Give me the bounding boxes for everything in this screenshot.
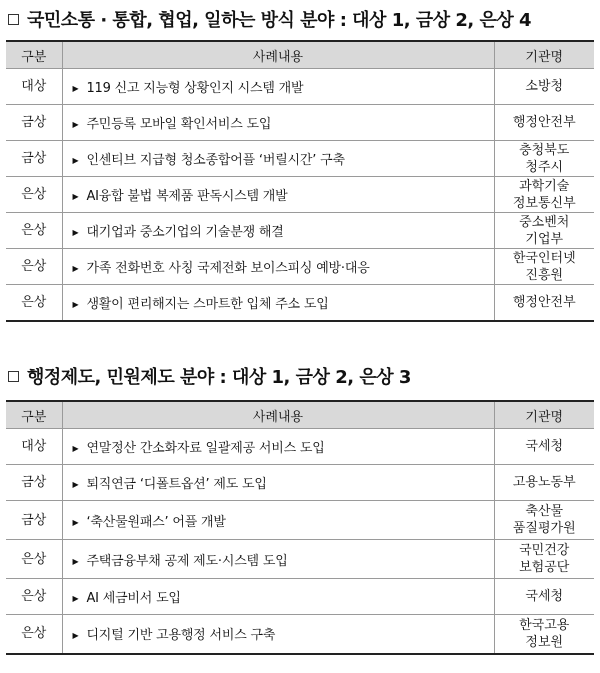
row-description-cell (62, 540, 494, 579)
row-organization-line: 고용노동부 (512, 475, 576, 490)
bullet-triangle-icon: ▶ (72, 264, 79, 273)
row-category: 은상 (6, 540, 62, 579)
row-organization-line: 품질평가원 (512, 521, 576, 536)
row-organization-line: 국세청 (525, 439, 564, 454)
row-organization-line: 진흥원 (525, 267, 564, 283)
row-category: 은상 (6, 579, 62, 615)
row-description: 연말정산 간소화자료 일괄제공 서비스 도입 (86, 441, 325, 456)
row-description-cell (62, 615, 494, 654)
row-description: AI 세금비서 도입 (86, 591, 181, 606)
row-description: 대기업과 중소기업의 기술분쟁 해결 (86, 225, 284, 240)
row-category: 은상 (6, 285, 62, 321)
table-row (6, 213, 594, 249)
row-description-cell (62, 213, 494, 249)
table-row (6, 141, 594, 177)
bullet-triangle-icon: ▶ (72, 556, 79, 566)
row-description: 생활이 편리해지는 스마트한 입체 주소 도입 (86, 296, 329, 312)
row-organization-cell (494, 429, 594, 465)
bullet-triangle-icon: ▶ (72, 631, 79, 641)
checkbox-icon (8, 371, 19, 382)
row-description: AI융합 불법 복제품 판독시스템 개발 (86, 189, 288, 204)
table-row (6, 177, 594, 213)
row-organization-line: 정보원 (525, 634, 564, 650)
section-1-heading (6, 4, 531, 34)
section-2-heading (6, 361, 411, 391)
row-description-cell (62, 249, 494, 285)
bullet-triangle-icon: ▶ (72, 517, 79, 527)
row-description-cell (62, 69, 494, 105)
table-row (6, 429, 594, 465)
row-organization-cell (494, 579, 594, 615)
row-description-cell (62, 579, 494, 615)
row-organization-line: 행정안전부 (512, 294, 576, 310)
row-description: 주택금융부채 공제 제도·시스템 도입 (86, 553, 288, 569)
row-organization-cell (494, 615, 594, 654)
section-2-title: 행정제도, 민원제도 분야 : 대상 1, 금상 2, 은상 3 (27, 367, 411, 388)
row-description-cell (62, 141, 494, 177)
row-description: 인센티브 지급형 청소종합어플 ‘버릴시간’ 구축 (86, 153, 345, 168)
bullet-triangle-icon: ▶ (72, 444, 79, 453)
row-organization-cell (494, 249, 594, 285)
row-organization-line: 소방청 (525, 79, 564, 94)
header-description: 사례내용 (62, 41, 494, 69)
section-1-table (6, 40, 594, 322)
bullet-triangle-icon: ▶ (72, 480, 79, 489)
row-organization-line: 국세청 (525, 589, 564, 604)
header-description: 사례내용 (62, 401, 494, 429)
header-organization: 기관명 (494, 41, 594, 69)
row-description-cell (62, 429, 494, 465)
row-organization-line: 기업부 (525, 231, 564, 247)
row-organization-line: 중소벤처 (519, 214, 570, 230)
header-category: 구분 (6, 401, 62, 429)
bullet-triangle-icon: ▶ (72, 299, 79, 309)
header-organization: 기관명 (494, 401, 594, 429)
row-category: 은상 (6, 615, 62, 654)
bullet-triangle-icon: ▶ (72, 192, 79, 201)
row-organization-line: 한국인터넷 (512, 250, 576, 266)
table-row (6, 501, 594, 540)
row-organization-cell (494, 141, 594, 177)
row-category: 은상 (6, 213, 62, 249)
row-description-cell (62, 105, 494, 141)
row-organization-line: 행정안전부 (512, 115, 576, 130)
row-organization-cell (494, 465, 594, 501)
row-category: 대상 (6, 429, 62, 465)
bullet-triangle-icon: ▶ (72, 120, 79, 129)
row-description-cell (62, 501, 494, 540)
section-1-body (6, 69, 594, 321)
row-description-cell (62, 177, 494, 213)
table-header-row (6, 401, 594, 429)
row-category: 금상 (6, 465, 62, 501)
table-row (6, 540, 594, 579)
table-row (6, 69, 594, 105)
row-description: 119 신고 지능형 상황인지 시스템 개발 (86, 81, 304, 96)
row-category: 금상 (6, 501, 62, 540)
table-row (6, 249, 594, 285)
row-organization-line: 한국고용 (519, 617, 570, 633)
row-organization-line: 축산물 (525, 504, 564, 519)
row-organization-line: 과학기술 (519, 178, 570, 194)
row-description-cell (62, 285, 494, 321)
bullet-triangle-icon: ▶ (72, 84, 79, 93)
row-organization-cell (494, 285, 594, 321)
table-row (6, 105, 594, 141)
row-description-cell (62, 465, 494, 501)
row-organization-cell (494, 177, 594, 213)
row-organization-cell (494, 213, 594, 249)
bullet-triangle-icon: ▶ (72, 156, 79, 165)
table-row (6, 615, 594, 654)
row-category: 금상 (6, 141, 62, 177)
row-category: 대상 (6, 69, 62, 105)
row-organization-line: 청주시 (525, 159, 564, 175)
header-category: 구분 (6, 41, 62, 69)
row-organization-line: 충청북도 (519, 142, 570, 158)
section-2-table (6, 400, 594, 655)
row-description: 주민등록 모바일 확인서비스 도입 (86, 117, 272, 132)
table-row (6, 285, 594, 321)
row-description: 퇴직연금 ‘디폴트옵션’ 제도 도입 (86, 477, 267, 492)
section-2-body (6, 429, 594, 654)
bullet-triangle-icon: ▶ (72, 228, 79, 237)
row-category: 은상 (6, 177, 62, 213)
checkbox-icon (8, 14, 19, 25)
row-organization-line: 정보통신부 (512, 195, 576, 211)
section-1-title: 국민소통 · 통합, 협업, 일하는 방식 분야 : 대상 1, 금상 2, 은상 4 (27, 10, 532, 31)
row-organization-cell (494, 105, 594, 141)
row-organization-line: 보험공단 (519, 560, 570, 575)
row-organization-line: 국민건강 (519, 543, 570, 558)
row-category: 금상 (6, 105, 62, 141)
row-category: 은상 (6, 249, 62, 285)
row-description: ‘축산물원패스’ 어플 개발 (86, 514, 226, 530)
row-organization-cell (494, 501, 594, 540)
bullet-triangle-icon: ▶ (72, 594, 79, 603)
row-organization-cell (494, 69, 594, 105)
row-description: 가족 전화번호 사칭 국제전화 보이스피싱 예방·대응 (86, 261, 370, 276)
row-organization-cell (494, 540, 594, 579)
table-row (6, 579, 594, 615)
table-row (6, 465, 594, 501)
row-description: 디지털 기반 고용행정 서비스 구축 (86, 628, 276, 644)
table-header-row (6, 41, 594, 69)
